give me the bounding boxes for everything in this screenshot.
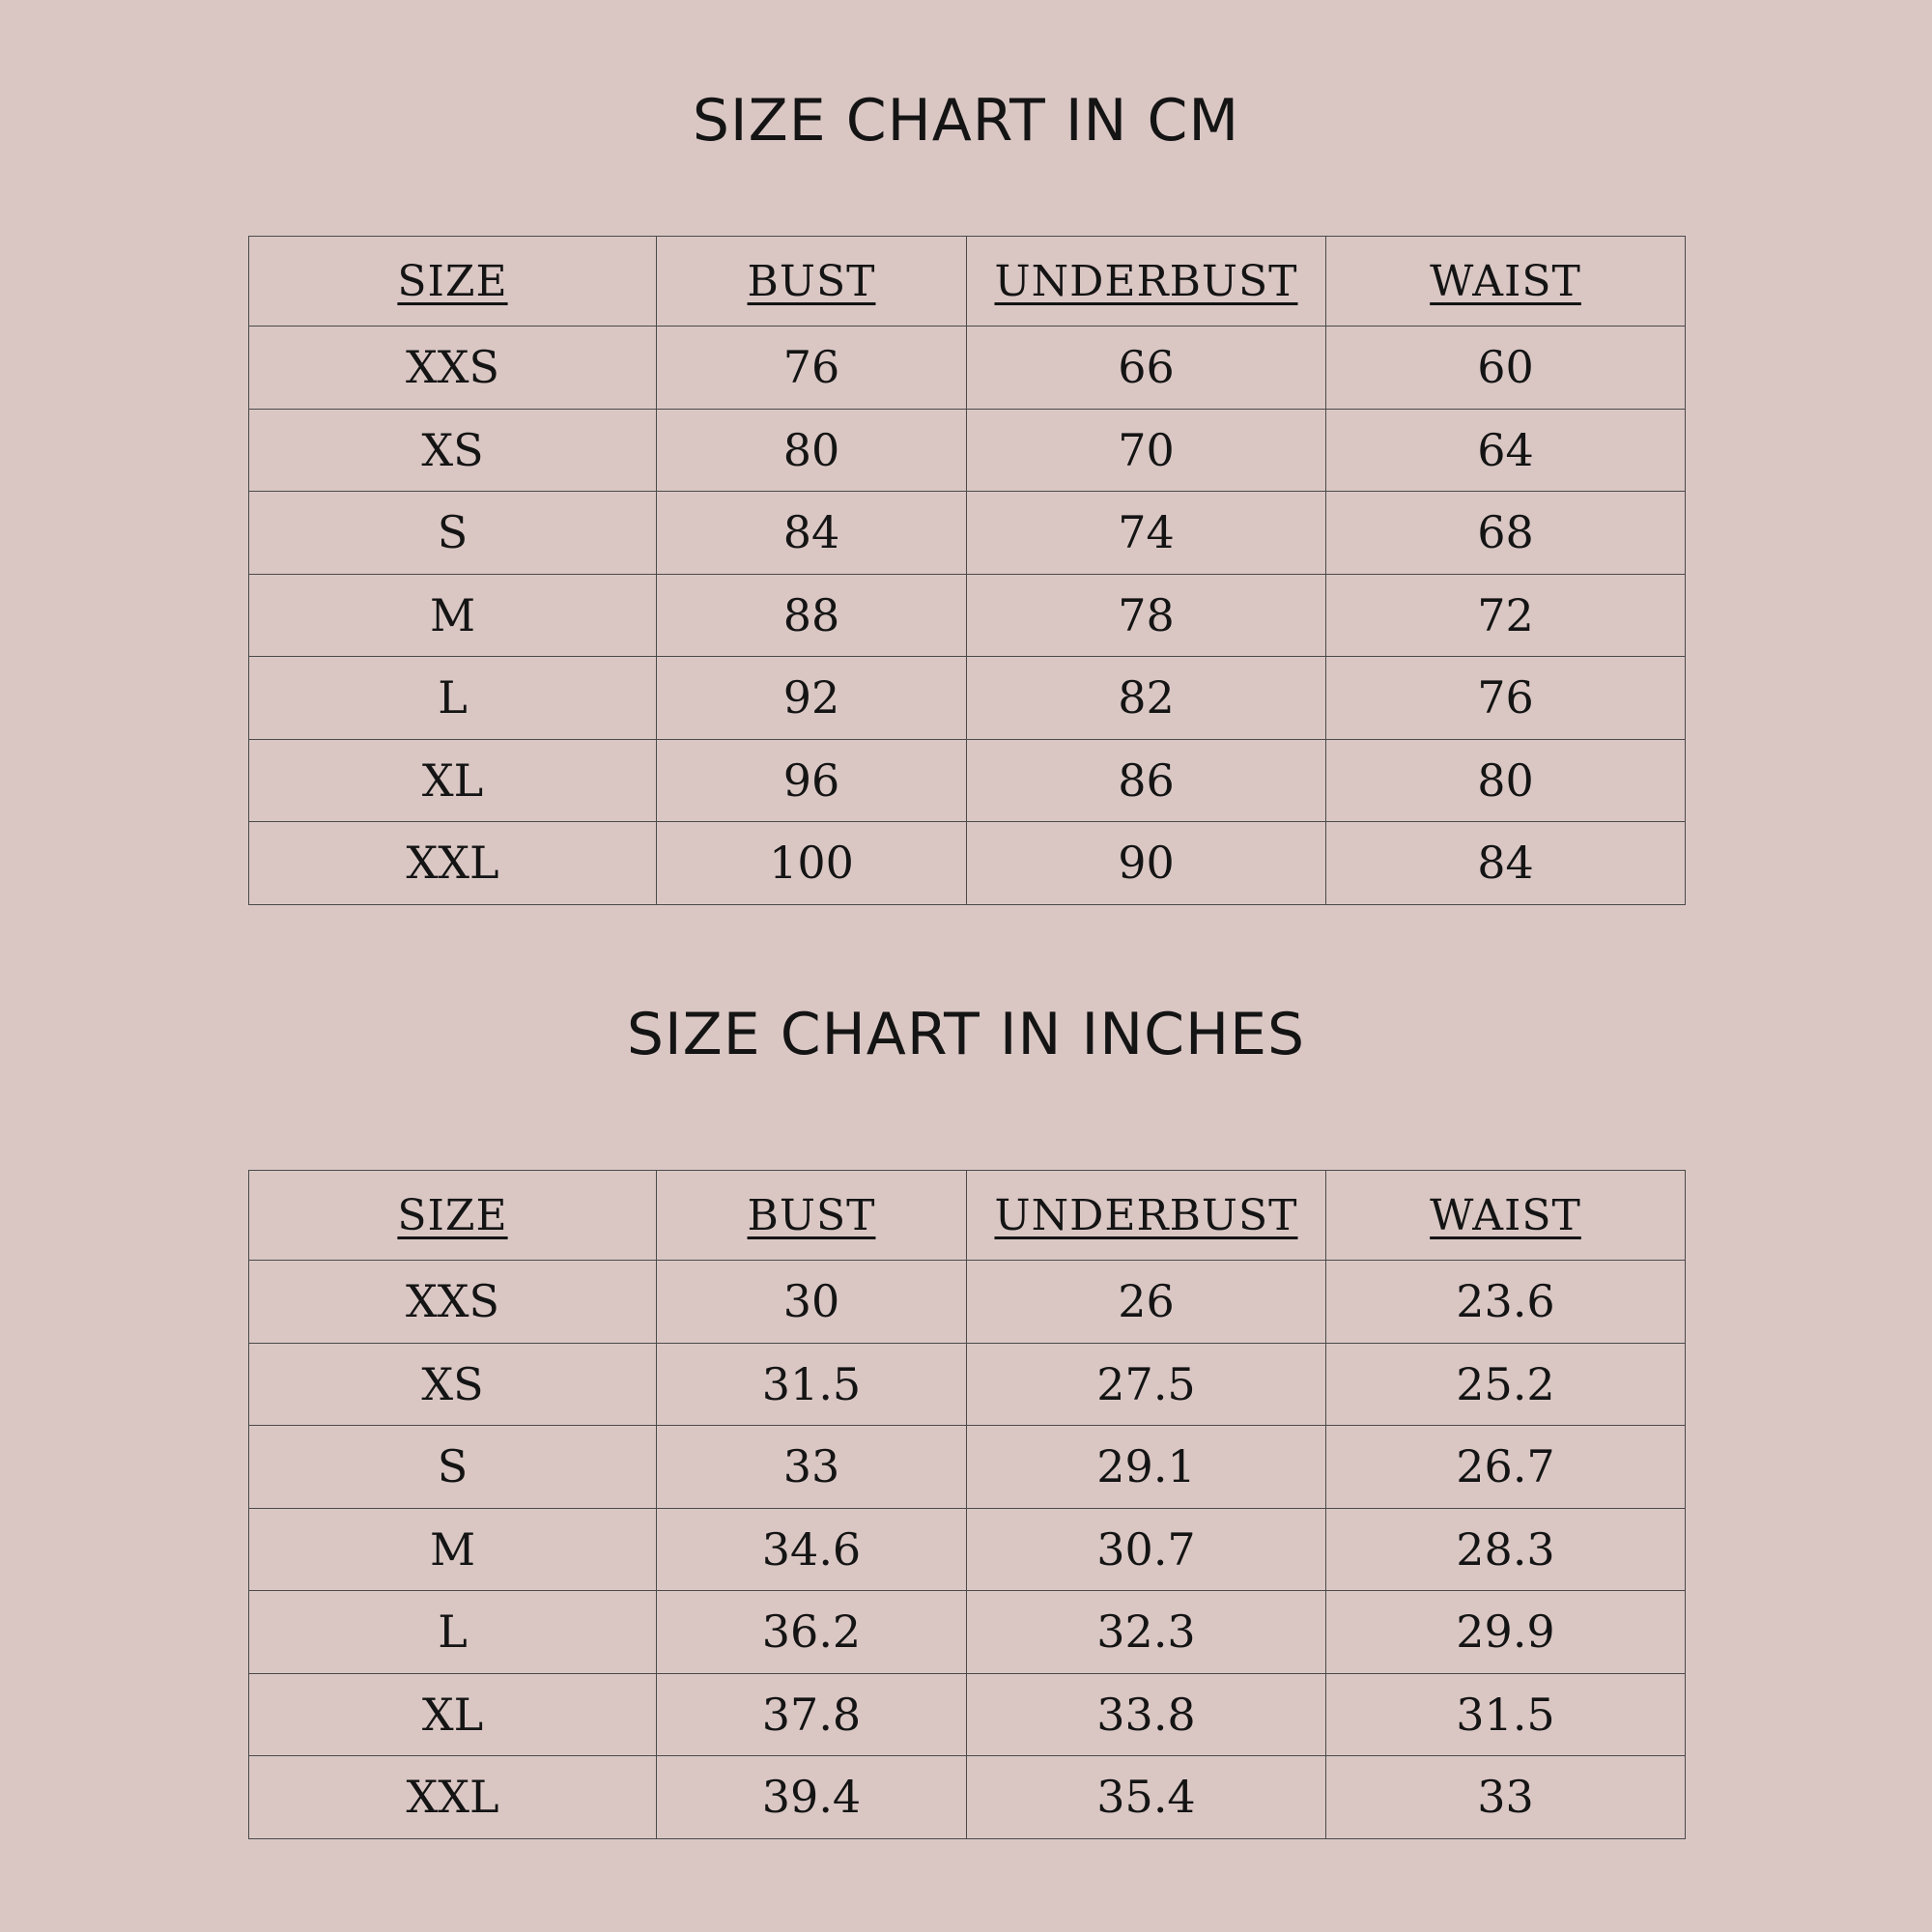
table-row [249,1591,1686,1674]
table-row [249,574,1686,657]
size-cell: XXL [249,1756,657,1839]
bust-cell: 84 [657,492,967,575]
bust-cell: 34.6 [657,1508,967,1591]
column-header-underbust: UNDERBUST [967,1171,1326,1261]
table-row [249,739,1686,822]
size-cell: XS [249,1343,657,1426]
table-row [249,1426,1686,1509]
column-header-bust: BUST [657,1171,967,1261]
size-cell: XXL [249,822,657,905]
table-header-row [249,237,1686,327]
size-cell: XS [249,409,657,492]
underbust-cell: 32.3 [967,1591,1326,1674]
waist-cell: 60 [1326,327,1686,410]
inch-chart-title: SIZE CHART IN INCHES [626,1001,1306,1068]
size-cell: L [249,657,657,740]
underbust-cell: 70 [967,409,1326,492]
waist-cell: 26.7 [1326,1426,1686,1509]
underbust-cell: 33.8 [967,1673,1326,1756]
column-header-bust: BUST [657,237,967,327]
bust-cell: 100 [657,822,967,905]
cm-chart-title: SIZE CHART IN CM [692,87,1240,155]
table-row [249,657,1686,740]
size-cell: S [249,1426,657,1509]
waist-cell: 64 [1326,409,1686,492]
waist-cell: 29.9 [1326,1591,1686,1674]
size-cell: XL [249,1673,657,1756]
column-header-size: SIZE [249,1171,657,1261]
table-row [249,1261,1686,1344]
column-header-waist: WAIST [1326,237,1686,327]
waist-cell: 76 [1326,657,1686,740]
table-row [249,822,1686,905]
size-cell: L [249,1591,657,1674]
column-header-size: SIZE [249,237,657,327]
column-header-underbust: UNDERBUST [967,237,1326,327]
bust-cell: 39.4 [657,1756,967,1839]
bust-cell: 96 [657,739,967,822]
bust-cell: 76 [657,327,967,410]
underbust-cell: 74 [967,492,1326,575]
waist-cell: 80 [1326,739,1686,822]
waist-cell: 25.2 [1326,1343,1686,1426]
underbust-cell: 78 [967,574,1326,657]
size-cell: XXS [249,1261,657,1344]
bust-cell: 31.5 [657,1343,967,1426]
underbust-cell: 90 [967,822,1326,905]
underbust-cell: 26 [967,1261,1326,1344]
table-row [249,1508,1686,1591]
waist-cell: 23.6 [1326,1261,1686,1344]
table-row [249,1756,1686,1839]
waist-cell: 28.3 [1326,1508,1686,1591]
bust-cell: 30 [657,1261,967,1344]
table-row [249,409,1686,492]
underbust-cell: 35.4 [967,1756,1326,1839]
underbust-cell: 27.5 [967,1343,1326,1426]
underbust-cell: 82 [967,657,1326,740]
table-row [249,1673,1686,1756]
table-row [249,327,1686,410]
waist-cell: 72 [1326,574,1686,657]
table-row [249,1343,1686,1426]
size-cell: M [249,1508,657,1591]
column-header-waist: WAIST [1326,1171,1686,1261]
bust-cell: 37.8 [657,1673,967,1756]
size-cell: M [249,574,657,657]
inch-size-table [248,1170,1686,1839]
waist-cell: 33 [1326,1756,1686,1839]
bust-cell: 36.2 [657,1591,967,1674]
waist-cell: 31.5 [1326,1673,1686,1756]
bust-cell: 92 [657,657,967,740]
size-cell: S [249,492,657,575]
waist-cell: 84 [1326,822,1686,905]
table-row [249,492,1686,575]
table-header-row [249,1171,1686,1261]
underbust-cell: 30.7 [967,1508,1326,1591]
underbust-cell: 66 [967,327,1326,410]
cm-size-table [248,236,1686,905]
bust-cell: 33 [657,1426,967,1509]
underbust-cell: 86 [967,739,1326,822]
bust-cell: 88 [657,574,967,657]
underbust-cell: 29.1 [967,1426,1326,1509]
size-cell: XL [249,739,657,822]
bust-cell: 80 [657,409,967,492]
size-cell: XXS [249,327,657,410]
waist-cell: 68 [1326,492,1686,575]
